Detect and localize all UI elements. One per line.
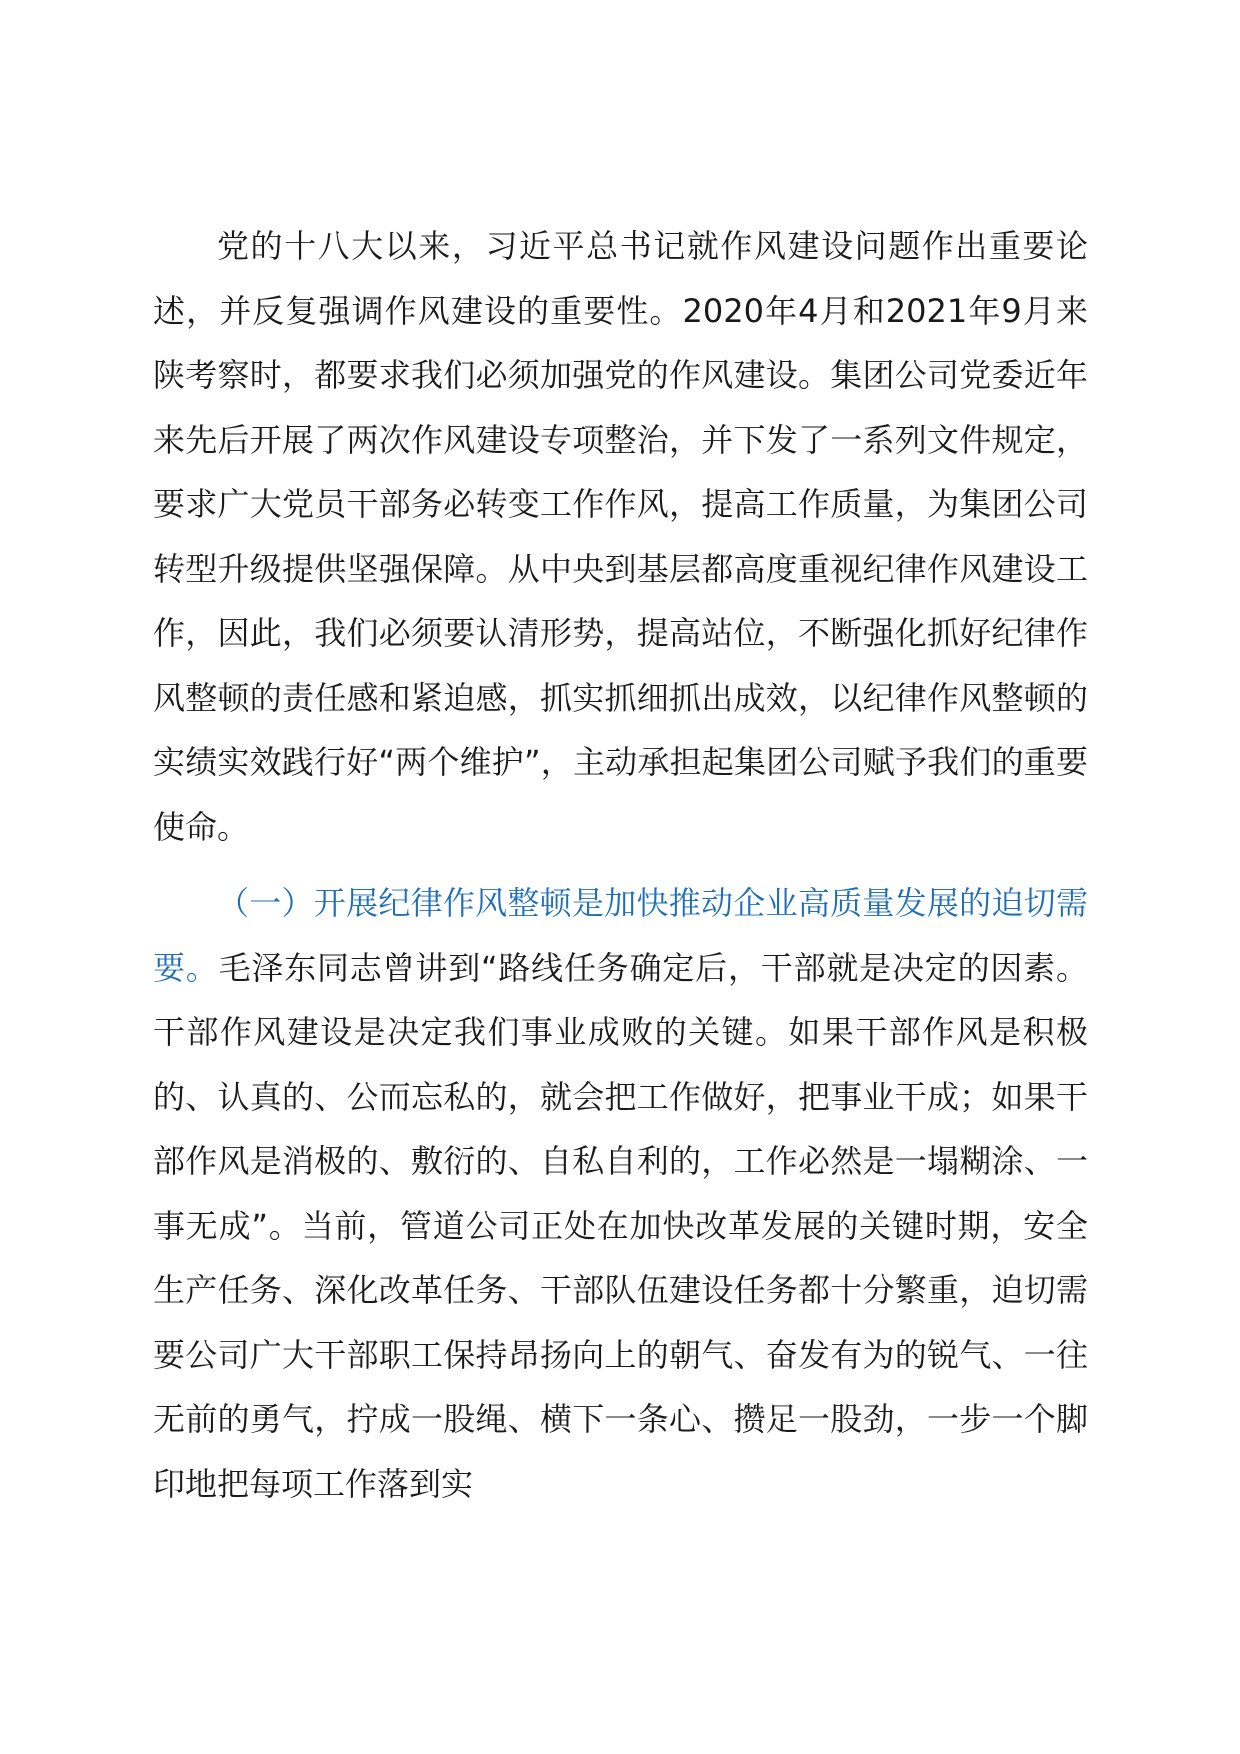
paragraph-intro-text: 党的十八大以来，习近平总书记就作风建设问题作出重要论述，并反复强调作风建设的重要性。2020年4月和2021年9月来陕考察时，都要求我们必须加强党的作风建设。集团公司党委近年来先后开展了两次作风建设专项整治，并下发了一系列文件规定，要求广大党员干部务必转变工作作风，提高工作质量，为集团公司转型升级提供坚强保障。从中央到基层都高度重视纪律作风建设工作，因此，我们必须要认清形势，提高站位，不断强化抓好纪律作风整顿的责任感和紧迫感，抓实抓细抓出成效，以纪律作风整顿的实绩实效践行好“两个维护”，主动承担起集团公司赋予我们的重要使命。 (153, 227, 1088, 846)
section-one-text: 毛泽东同志曾讲到“路线任务确定后，干部就是决定的因素。干部作风建设是决定我们事业成败的关键。如果干部作风是积极的、认真的、公而忘私的，就会把工作做好，把事业干成；如果干部作风是消极的、敷衍的、自私自利的，工作必然是一塌糊涂、一事无成”。当前，管道公司正处在加快改革发展的关键时期，安全生产任务、深化改革任务、干部队伍建设任务都十分繁重，迫切需要公司广大干部职工保持昂扬向上的朝气、奋发有为的锐气、一往无前的勇气，拧成一股绳、横下一条心、攒足一股劲，一步一个脚印地把每项工作落到实 (153, 948, 1088, 1503)
paragraph-intro (153, 214, 1088, 859)
document-body (153, 214, 1088, 1516)
paragraph-section-one (153, 871, 1088, 1516)
section-one-heading: （一）开展纪律作风整顿是加快推动企业高质量发展的迫切需要。 (153, 884, 1088, 987)
